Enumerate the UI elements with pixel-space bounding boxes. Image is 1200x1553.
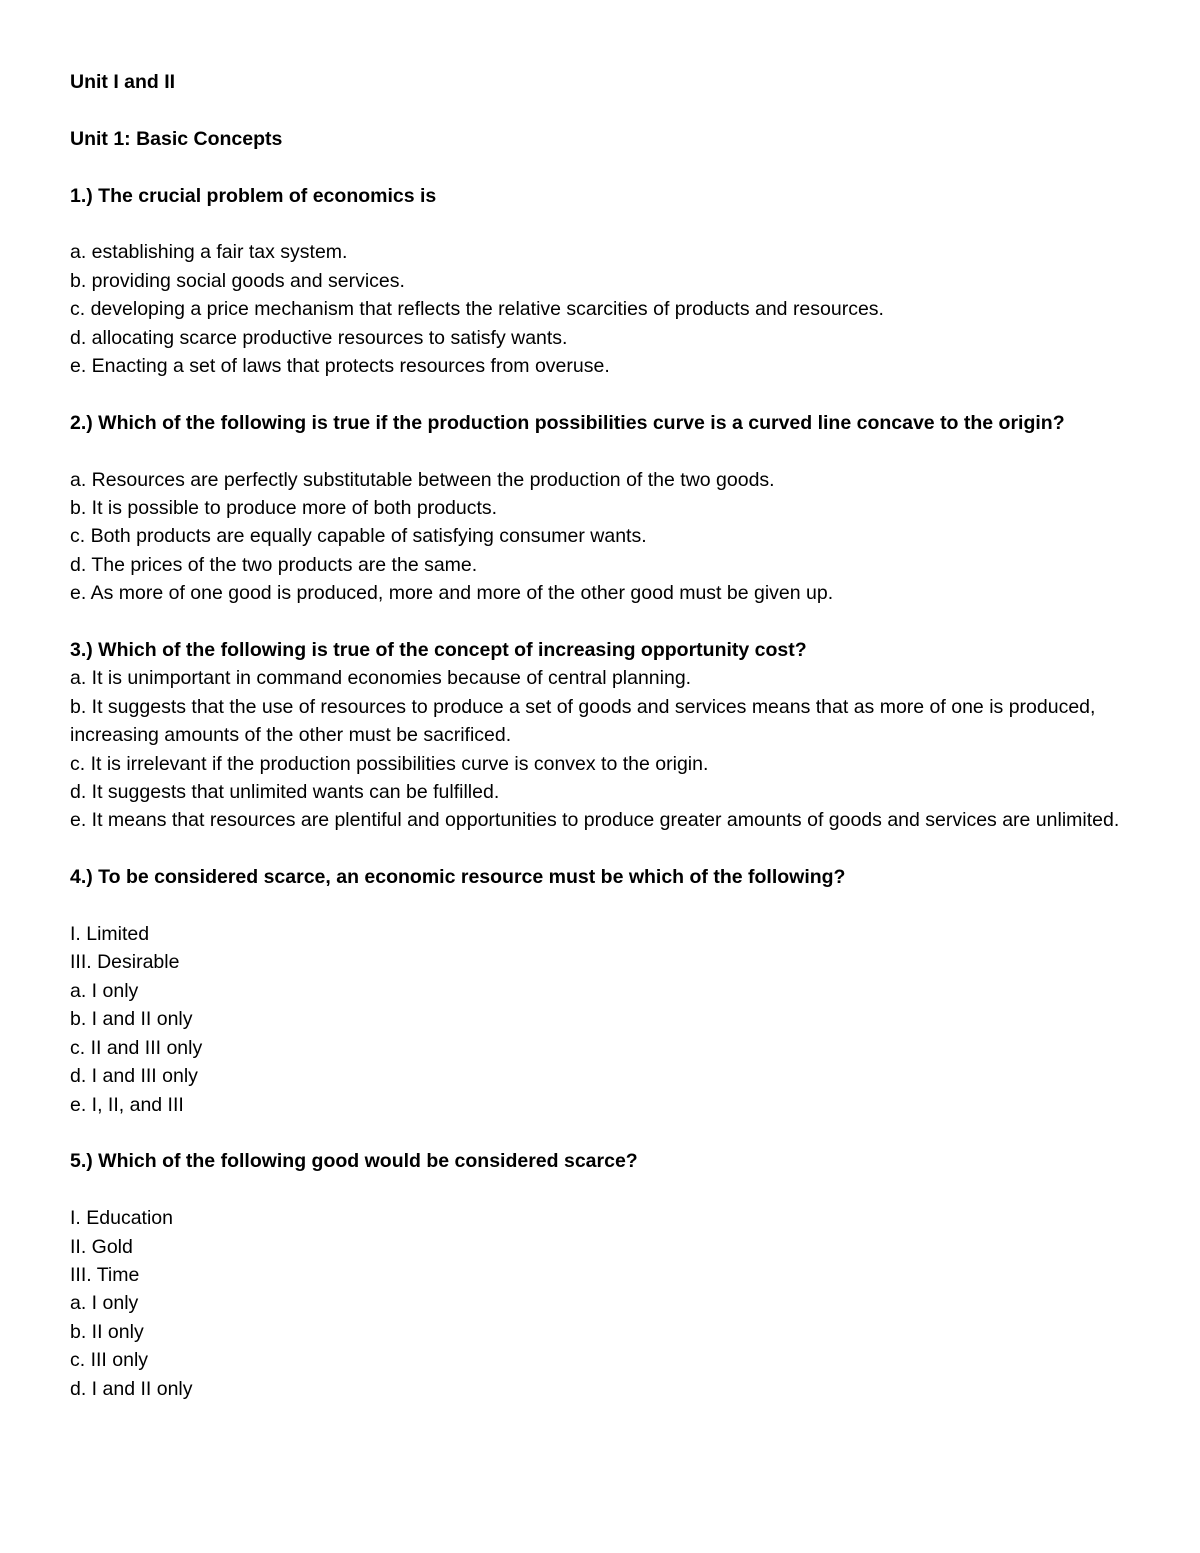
- question-2: [70, 409, 1130, 608]
- answer-option: d. The prices of the two products are the same.: [70, 553, 478, 576]
- answer-option: c. III only: [70, 1349, 149, 1372]
- answer-option: b. It suggests that the use of resources to produce a set of goods and services means that as more of one is produced, increasing amounts of the other must be sacrificed.: [70, 695, 1096, 747]
- answer-option: a. I only: [70, 979, 139, 1002]
- document-page: [70, 68, 1130, 1403]
- answer-option: e. Enacting a set of laws that protects resources from overuse.: [70, 355, 610, 378]
- spacer: [70, 210, 1130, 238]
- question-1: [70, 182, 1130, 381]
- answer-option: c. II and III only: [70, 1036, 203, 1059]
- spacer: [70, 1119, 1130, 1147]
- question-prompt: 1.) The crucial problem of economics is: [70, 184, 437, 207]
- spacer: [70, 608, 1130, 636]
- answer-option: b. It is possible to produce more of both products.: [70, 497, 498, 520]
- answer-option: d. allocating scarce productive resources to satisfy wants.: [70, 326, 568, 349]
- answer-option: b. providing social goods and services.: [70, 269, 405, 292]
- statement-item: III. Desirable: [70, 951, 180, 974]
- spacer: [70, 153, 1130, 181]
- question-prompt: 3.) Which of the following is true of the concept of increasing opportunity cost?: [70, 639, 807, 662]
- spacer: [70, 1176, 1130, 1204]
- question-4: [70, 863, 1130, 1119]
- question-3: [70, 636, 1130, 835]
- answer-option: e. I, II, and III: [70, 1093, 184, 1116]
- answer-option: d. I and II only: [70, 1377, 193, 1400]
- answer-option: b. I and II only: [70, 1008, 193, 1031]
- answer-option: a. Resources are perfectly substitutable between the production of the two goods.: [70, 468, 775, 491]
- answer-option: d. I and III only: [70, 1065, 198, 1088]
- statement-item: I. Limited: [70, 923, 150, 946]
- unit-heading: Unit 1: Basic Concepts: [70, 127, 283, 150]
- spacer: [70, 437, 1130, 465]
- statement-item: III. Time: [70, 1263, 140, 1286]
- spacer: [70, 380, 1130, 408]
- answer-option: a. I only: [70, 1292, 139, 1315]
- document-title: Unit I and II: [70, 71, 176, 93]
- answer-option: a. It is unimportant in command economies because of central planning.: [70, 667, 692, 690]
- answer-option: e. It means that resources are plentiful and opportunities to produce greater amounts of goods and services are unlimited.: [70, 809, 1120, 832]
- statement-item: II. Gold: [70, 1235, 133, 1258]
- answer-option: b. II only: [70, 1320, 144, 1343]
- answer-option: c. It is irrelevant if the production possibilities curve is convex to the origin.: [70, 752, 709, 775]
- spacer: [70, 835, 1130, 863]
- question-5: [70, 1147, 1130, 1403]
- answer-option: e. As more of one good is produced, more and more of the other good must be given up.: [70, 582, 834, 605]
- answer-option: a. establishing a fair tax system.: [70, 241, 348, 264]
- answer-option: c. developing a price mechanism that reflects the relative scarcities of products and resources.: [70, 298, 884, 321]
- question-prompt: 4.) To be considered scarce, an economic resource must be which of the following?: [70, 866, 846, 889]
- answer-option: c. Both products are equally capable of satisfying consumer wants.: [70, 525, 647, 548]
- spacer: [70, 892, 1130, 920]
- statement-item: I. Education: [70, 1207, 173, 1230]
- question-prompt: 5.) Which of the following good would be considered scarce?: [70, 1150, 638, 1173]
- answer-option: d. It suggests that unlimited wants can be fulfilled.: [70, 781, 500, 804]
- question-prompt: 2.) Which of the following is true if the production possibilities curve is a curved line concave to the origin?: [70, 411, 1065, 434]
- spacer: [70, 96, 1130, 124]
